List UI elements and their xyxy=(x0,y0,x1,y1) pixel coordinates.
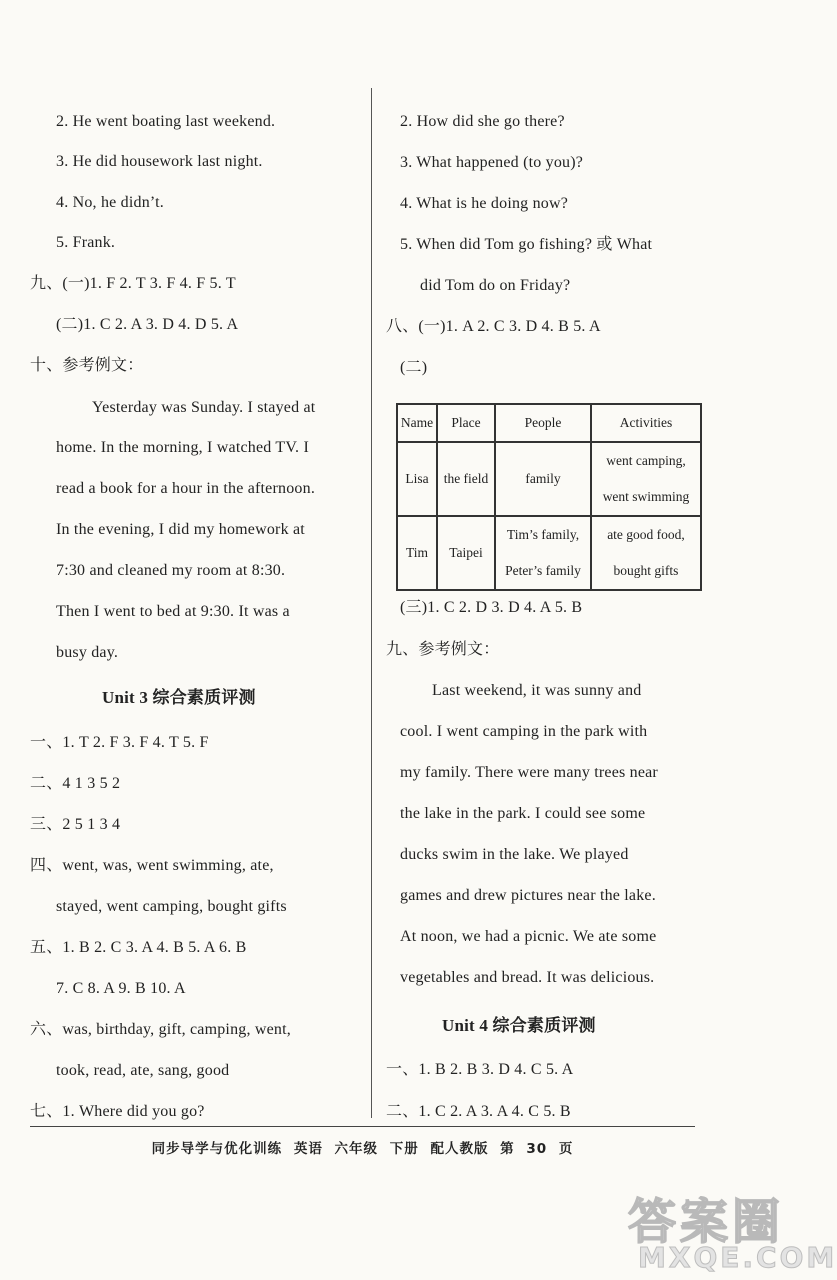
section-eight-part-one: 八、(一)1. A 2. C 3. D 4. B 5. A xyxy=(386,318,601,335)
essay-line: read a book for a hour in the afternoon. xyxy=(56,480,316,497)
table-header-activities: Activities xyxy=(591,404,701,442)
activity-item: went camping, xyxy=(606,453,686,468)
activities-table xyxy=(396,403,702,591)
page-footer: 同步导学与优化训练 英语 六年级 下册 配人教版 第 30 页 xyxy=(151,1141,574,1157)
essay-line: vegetables and bread. It was delicious. xyxy=(400,969,655,986)
answer-line: 3. He did housework last night. xyxy=(56,153,263,170)
unit4-section-one-answers: 一、1. B 2. B 3. D 4. C 5. A xyxy=(386,1061,574,1078)
answer-line: 4. What is he doing now? xyxy=(400,195,569,212)
section-nine-title: 九、参考例文： xyxy=(386,641,500,658)
answer-line: 3. What happened (to you)? xyxy=(400,154,584,171)
section-one-answers: 一、1. T 2. F 3. F 4. T 5. F xyxy=(30,734,209,751)
essay-line: the lake in the park. I could see some xyxy=(400,805,646,822)
activity-item: went swimming xyxy=(602,489,690,504)
essay-line: busy day. xyxy=(56,644,119,661)
section-three-answers: 三、2 5 1 3 4 xyxy=(30,816,121,833)
footer-rule xyxy=(30,1126,695,1127)
essay-line: home. In the morning, I watched TV. I xyxy=(56,439,309,456)
section-two-answers: 二、4 1 3 5 2 xyxy=(30,775,121,792)
people-item: Tim’s family, xyxy=(506,527,580,542)
section-eight-part-three: (三)1. C 2. D 3. D 4. A 5. B xyxy=(400,599,583,616)
section-four-answers: 四、went, was, went swimming, ate, xyxy=(30,857,274,874)
answer-line: 5. When did Tom go fishing? 或 What xyxy=(400,236,653,253)
unit3-heading-cn: 综合素质评测 xyxy=(152,688,256,708)
answer-line: 2. He went boating last weekend. xyxy=(56,113,276,130)
section-nine-part-one: 九、(一)1. F 2. T 3. F 4. F 5. T xyxy=(30,275,236,292)
table-row xyxy=(397,516,701,590)
table-row xyxy=(397,442,701,516)
essay-line: At noon, we had a picnic. We ate some xyxy=(400,928,657,945)
section-seven-answers: 七、1. Where did you go? xyxy=(30,1103,205,1120)
unit3-heading-prefix: Unit 3 xyxy=(102,688,153,707)
unit3-heading xyxy=(102,688,256,708)
essay-line: my family. There were many trees near xyxy=(400,764,658,781)
answer-line: 5. Frank. xyxy=(56,234,116,251)
table-cell-place: Taipei xyxy=(437,516,495,590)
unit4-heading-prefix: Unit 4 xyxy=(442,1016,493,1035)
essay-line: Last weekend, it was sunny and xyxy=(432,682,642,699)
unit4-section-two-answers: 二、1. C 2. A 3. A 4. C 5. B xyxy=(386,1103,571,1120)
table-cell-name: Lisa xyxy=(397,442,437,516)
answer-line: 2. How did she go there? xyxy=(400,113,565,130)
table-cell-name: Tim xyxy=(397,516,437,590)
answer-line: did Tom do on Friday? xyxy=(420,277,571,294)
section-nine-part-two: (二)1. C 2. A 3. D 4. D 5. A xyxy=(56,316,239,333)
table-cell-place: the field xyxy=(437,442,495,516)
essay-line: cool. I went camping in the park with xyxy=(400,723,648,740)
essay-line: ducks swim in the lake. We played xyxy=(400,846,629,863)
watermark-en-text: MXQE.COM xyxy=(638,1241,837,1274)
unit4-heading xyxy=(442,1016,596,1036)
activity-item: bought gifts xyxy=(613,563,679,578)
watermark-logo xyxy=(618,1183,837,1278)
table-header-people: People xyxy=(495,404,591,442)
table-cell-activities xyxy=(591,516,701,590)
essay-line: 7:30 and cleaned my room at 8:30. xyxy=(56,562,286,579)
section-four-answers-cont: stayed, went camping, bought gifts xyxy=(56,898,287,915)
essay-line: Yesterday was Sunday. I stayed at xyxy=(92,399,316,416)
watermark-cn-text: 答案圈 xyxy=(628,1194,785,1250)
section-ten-title: 十、参考例文： xyxy=(30,357,144,374)
column-divider xyxy=(371,88,372,1118)
section-six-answers: 六、was, birthday, gift, camping, went, xyxy=(30,1021,291,1038)
table-header-name: Name xyxy=(397,404,437,442)
section-six-answers-cont: took, read, ate, sang, good xyxy=(56,1062,230,1079)
table-cell-activities xyxy=(591,442,701,516)
essay-line: Then I went to bed at 9:30. It was a xyxy=(56,603,290,620)
table-header-place: Place xyxy=(437,404,495,442)
table-cell-people xyxy=(495,516,591,590)
people-item: Peter’s family xyxy=(505,563,581,578)
table-cell-people: family xyxy=(495,442,591,516)
answer-line: 4. No, he didn’t. xyxy=(56,194,164,211)
essay-line: In the evening, I did my homework at xyxy=(56,521,305,538)
section-eight-part-two-label: (二) xyxy=(400,359,428,376)
unit4-heading-cn: 综合素质评测 xyxy=(492,1016,596,1036)
section-five-answers-cont: 7. C 8. A 9. B 10. A xyxy=(56,980,186,997)
activity-item: ate good food, xyxy=(607,527,685,542)
essay-line: games and drew pictures near the lake. xyxy=(400,887,656,904)
section-five-answers: 五、1. B 2. C 3. A 4. B 5. A 6. B xyxy=(30,939,247,956)
